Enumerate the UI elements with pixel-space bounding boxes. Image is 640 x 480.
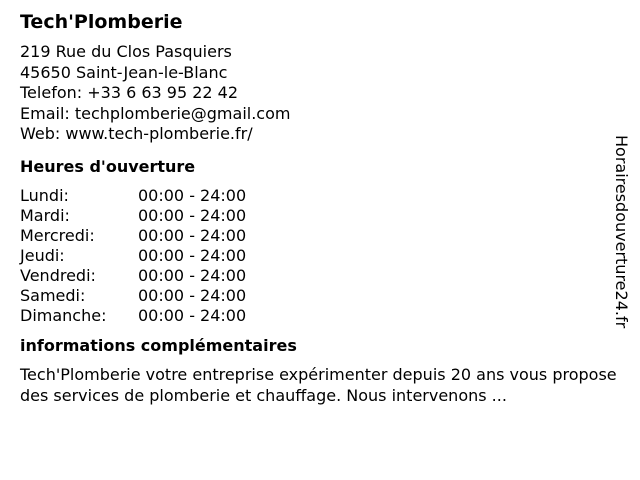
day-label: Lundi: — [20, 185, 69, 205]
hours-heading: Heures d'ouverture — [20, 156, 196, 176]
day-label: Dimanche: — [20, 305, 107, 325]
website-link[interactable]: Web: www.tech-plomberie.fr/ — [20, 124, 253, 143]
time-range: 00:00 - 24:00 — [138, 205, 247, 225]
time-range: 00:00 - 24:00 — [138, 305, 247, 325]
hours-row-thursday — [20, 246, 620, 266]
brand-watermark: Horairesdouverture24.fr — [612, 135, 631, 329]
info-description: Tech'Plomberie votre entreprise expérimenter depuis 20 ans vous propose des services de plomberie et chauffage. Nous intervenons ... — [20, 364, 617, 405]
hours-row-wednesday — [20, 226, 620, 246]
time-range: 00:00 - 24:00 — [138, 185, 247, 205]
email-address[interactable]: Email: techplomberie@gmail.com — [20, 103, 291, 123]
business-card — [20, 10, 620, 406]
phone-number[interactable]: Telefon: +33 6 63 95 22 42 — [20, 83, 239, 102]
time-range: 00:00 - 24:00 — [138, 225, 247, 245]
address-street: 219 Rue du Clos Pasquiers — [20, 42, 232, 61]
hours-table — [20, 186, 620, 326]
day-label: Mercredi: — [20, 225, 95, 245]
hours-row-friday — [20, 266, 620, 286]
address-city: 45650 Saint-Jean-le-Blanc — [20, 62, 228, 82]
hours-row-saturday — [20, 286, 620, 306]
day-label: Jeudi: — [20, 245, 65, 265]
business-name: Tech'Plomberie — [20, 11, 183, 33]
time-range: 00:00 - 24:00 — [138, 265, 247, 285]
contact-block — [20, 42, 620, 145]
time-range: 00:00 - 24:00 — [138, 285, 247, 305]
time-range: 00:00 - 24:00 — [138, 245, 247, 265]
day-label: Samedi: — [20, 285, 86, 305]
info-heading: informations complémentaires — [20, 335, 297, 355]
hours-row-tuesday — [20, 206, 620, 226]
hours-row-sunday — [20, 306, 620, 326]
hours-row-monday — [20, 186, 620, 206]
day-label: Vendredi: — [20, 265, 96, 285]
day-label: Mardi: — [20, 205, 70, 225]
